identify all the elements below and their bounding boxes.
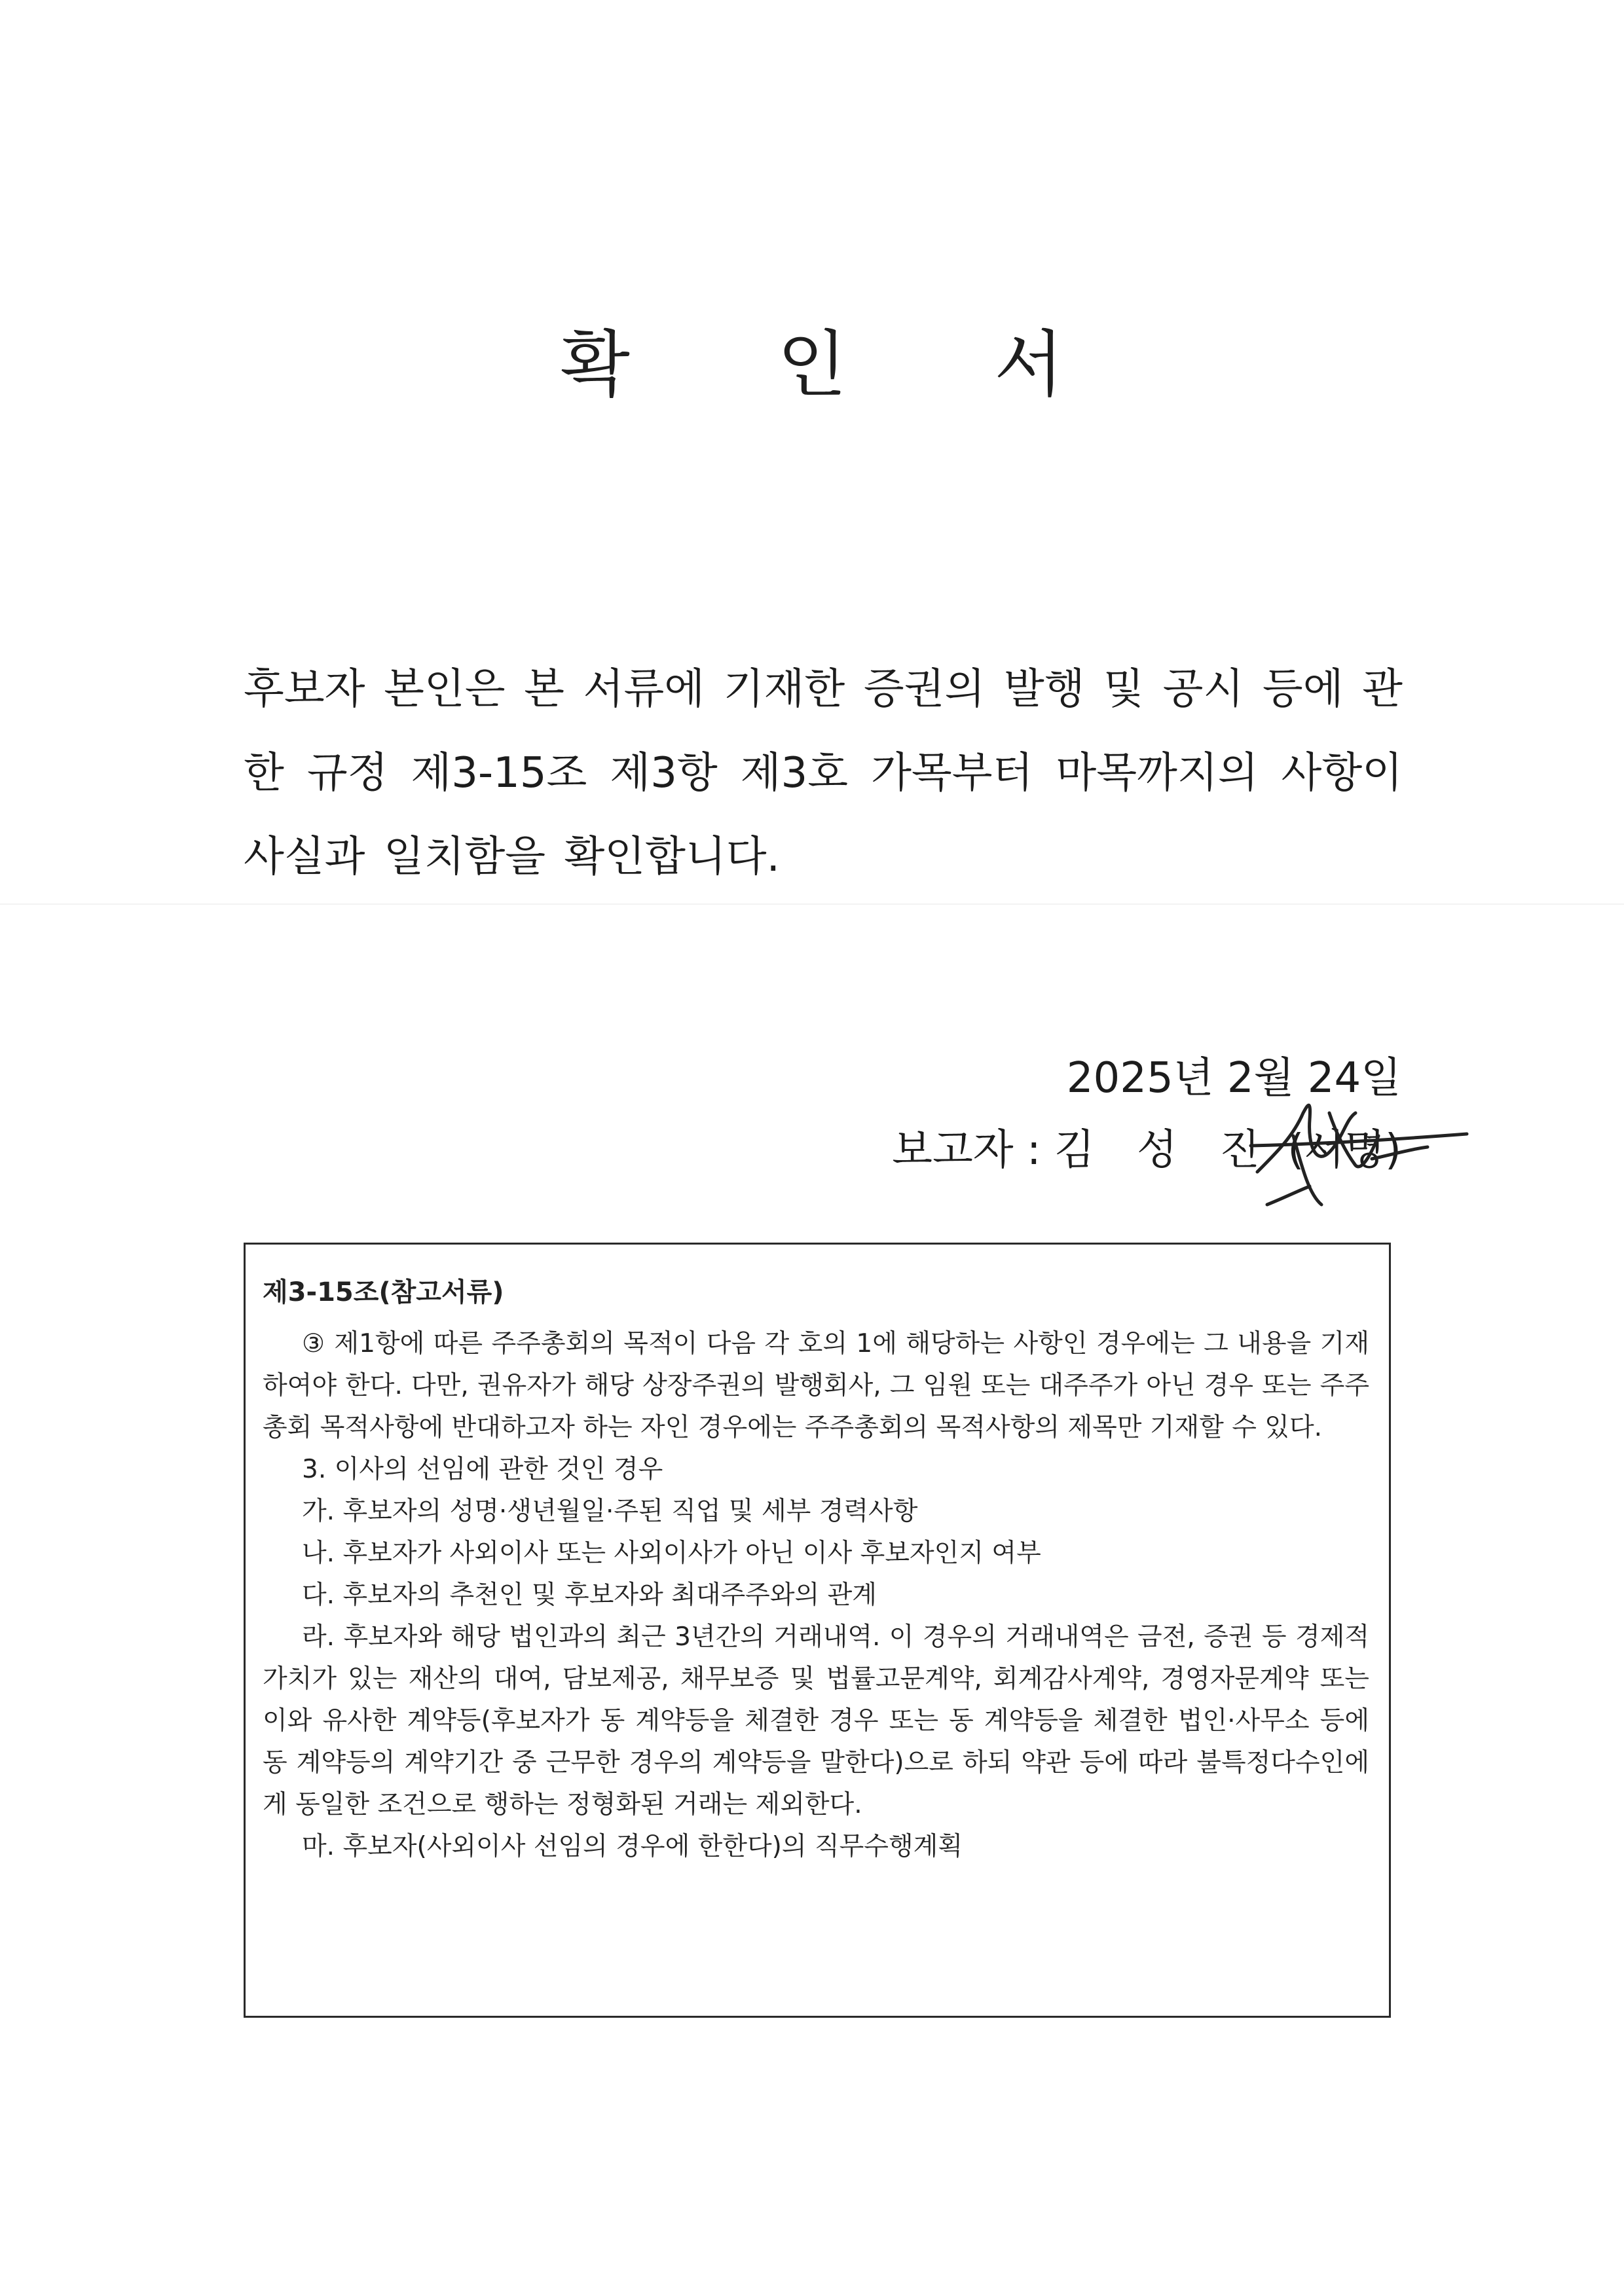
scan-artifact-line <box>0 903 1624 905</box>
reporter-label: 보고자 : <box>892 1126 1041 1175</box>
reporter-name: 김 성 진 <box>1054 1126 1275 1175</box>
reference-item-ma: 마. 후보자(사외이사 선임의 경우에 한한다)의 직무수행계획 <box>302 1832 963 1861</box>
reference-item-da: 다. 후보자의 추천인 및 후보자와 최대주주와의 관계 <box>302 1580 877 1610</box>
document-title: 확 인 서 <box>560 322 1126 407</box>
reference-item-3: 3. 이사의 선임에 관한 것인 경우 <box>302 1455 663 1484</box>
reporter-line <box>892 1116 1401 1176</box>
reference-heading: 제3-15조(참고서류) <box>263 1277 504 1307</box>
signature-label: (서명) <box>1287 1126 1401 1175</box>
reference-box <box>244 1243 1391 2018</box>
reference-item-ga: 가. 후보자의 성명·생년월일·주된 직업 및 세부 경력사항 <box>302 1497 918 1526</box>
reference-item-ra: 라. 후보자와 해당 법인과의 최근 3년간의 거래내역. 이 경우의 거래내역은 금전, 증권 등 경제적 가치가 있는 재산의 대여, 담보제공, 채무보증 및 법률고문계약, 회계감사계약, 경영자문계약 또는 이와 유사한 계약등(후보자가 동 계약등을 체결한 경우 또는 동 계약등을 체결한 법인·사무소 등에 동 계약등의 계약기간 중 근무한 경우의 계약등을 말한다)으로 하되 약관 등에 따라 불특정다수인에게 동일한 조건으로 행하는 정형화된 거래는 제외한다. <box>263 1622 1369 1819</box>
reference-paragraph-3: ③ 제1항에 따른 주주총회의 목적이 다음 각 호의 1에 해당하는 사항인 경우에는 그 내용을 기재하여야 한다. 다만, 권유자가 해당 상장주권의 발행회사, 그 임원 또는 대주주가 아닌 경우 또는 주주총회 목적사항에 반대하고자 하는 자인 경우에는 주주총회의 목적사항의 제목만 기재할 수 있다. <box>263 1329 1369 1442</box>
reference-item-na: 나. 후보자가 사외이사 또는 사외이사가 아닌 이사 후보자인지 여부 <box>302 1539 1041 1568</box>
confirmation-statement: 후보자 본인은 본 서류에 기재한 증권의 발행 및 공시 등에 관한 규정 제3-15조 제3항 제3호 가목부터 마목까지의 사항이 사실과 일치함을 확인합니다. <box>244 665 1403 881</box>
signing-date: 2025년 2월 24일 <box>1066 1054 1401 1102</box>
